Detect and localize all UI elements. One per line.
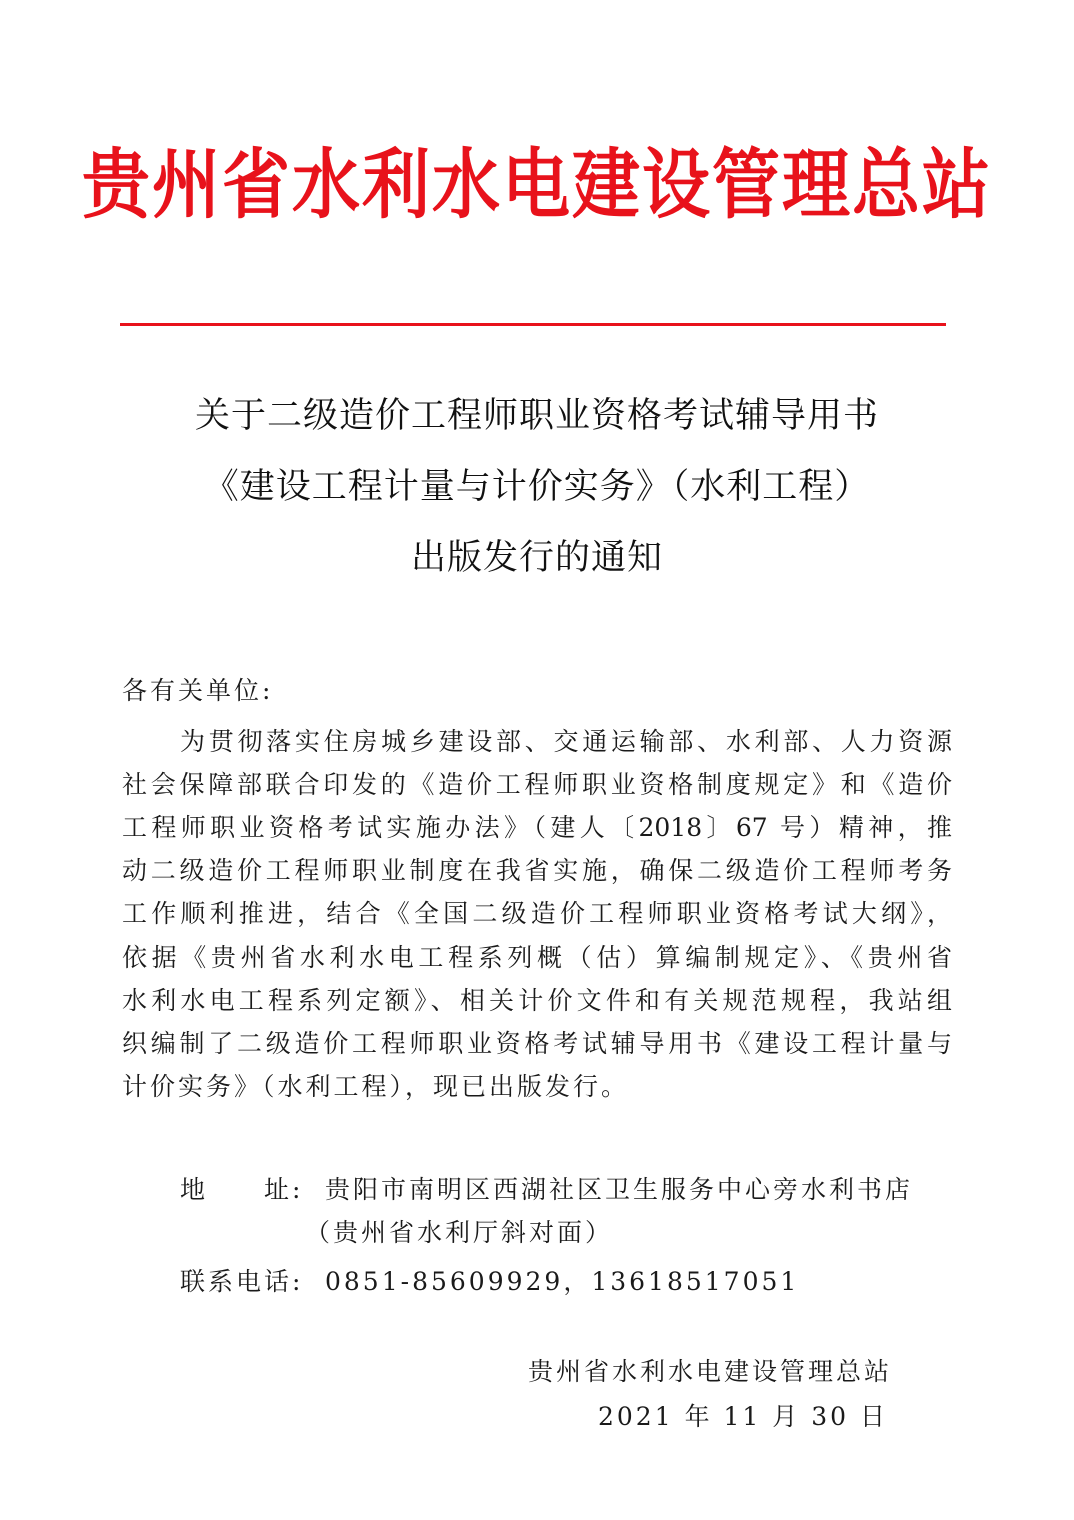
letterhead-divider	[120, 323, 946, 326]
signature-organization: 贵州省水利水电建设管理总站	[528, 1357, 893, 1386]
body-line-3: 工程师职业资格考试实施办法》（建人〔2018〕67 号）精神，推	[122, 813, 952, 842]
body-line-1: 为贯彻落实住房城乡建设部、交通运输部、水利部、人力资源	[180, 727, 952, 756]
body-line-6: 依据《贵州省水利水电工程系列概（估）算编制规定》、《贵州省	[122, 943, 952, 972]
address-note: （贵州省水利厅斜对面）	[305, 1218, 614, 1247]
body-line-4: 动二级造价工程师职业制度在我省实施，确保二级造价工程师考务	[122, 856, 952, 885]
notice-title-line-3: 出版发行的通知	[410, 538, 663, 578]
body-line-2: 社会保障部联合印发的《造价工程师职业资格制度规定》和《造价	[122, 770, 952, 799]
body-line-8: 织编制了二级造价工程师职业资格考试辅导用书《建设工程计量与	[122, 1029, 952, 1058]
address-value: 贵阳市南明区西湖社区卫生服务中心旁水利书店	[325, 1175, 914, 1204]
phone-value: 0851-85609929，13618517051	[325, 1267, 800, 1296]
salutation: 各有关单位:	[122, 676, 274, 705]
body-line-5: 工作顺利推进，结合《全国二级造价工程师职业资格考试大纲》，	[122, 899, 952, 928]
body-line-7: 水利水电工程系列定额》、相关计价文件和有关规范规程，我站组	[122, 986, 952, 1015]
letterhead-organization: 贵州省水利水电建设管理总站	[81, 141, 992, 231]
address-label: 地 址:	[180, 1175, 304, 1204]
phone-label: 联系电话:	[180, 1267, 304, 1296]
signature-date: 2021 年 11 月 30 日	[598, 1402, 888, 1431]
body-line-9: 计价实务》（水利工程），现已出版发行。	[122, 1072, 630, 1101]
notice-title-line-2: 《建设工程计量与计价实务》（水利工程）	[203, 467, 871, 507]
notice-title-line-1: 关于二级造价工程师职业资格考试辅导用书	[194, 396, 879, 436]
